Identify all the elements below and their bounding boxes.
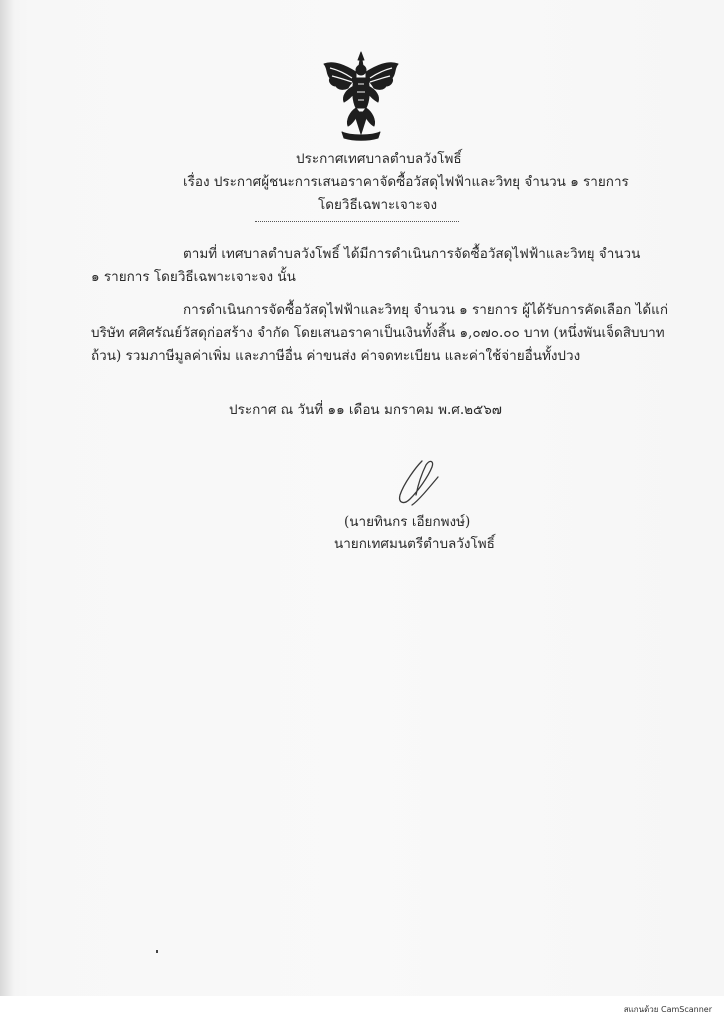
- procurement-method: โดยวิธีเฉพาะเจาะจง: [318, 197, 438, 213]
- page-bottom-margin: [0, 996, 724, 1024]
- document-title: ประกาศเทศบาลตำบลวังโพธิ์: [296, 151, 462, 167]
- paragraph-2-line-3: ถ้วน) รวมภาษีมูลค่าเพิ่ม และภาษีอื่น ค่าขนส่ง ค่าจดทะเบียน และค่าใช้จ่ายอื่นทั้งปวง: [91, 348, 581, 364]
- paragraph-1-line-2: ๑ รายการ โดยวิธีเฉพาะเจาะจง นั้น: [91, 269, 296, 285]
- scanner-watermark: สแกนด้วย CamScanner: [623, 1005, 712, 1014]
- paragraph-2-line-1: การดำเนินการจัดซื้อวัสดุไฟฟ้าและวิทยุ จำนวน ๑ รายการ ผู้ได้รับการคัดเลือก ได้แก่: [183, 302, 669, 318]
- signer-name: (นายทินกร เอียกพงษ์): [344, 514, 471, 530]
- announcement-date: ประกาศ ณ วันที่ ๑๑ เดือน มกราคม พ.ศ.๒๕๖๗: [229, 402, 502, 418]
- paragraph-1-line-1: ตามที่ เทศบาลตำบลวังโพธิ์ ได้มีการดำเนินการจัดซื้อวัสดุไฟฟ้าและวิทยุ จำนวน: [183, 246, 641, 262]
- scan-speck: [156, 950, 158, 953]
- garuda-emblem-icon: [318, 50, 404, 142]
- handwritten-signature: [388, 455, 450, 511]
- dotted-separator: [255, 221, 459, 222]
- paragraph-2-line-2: บริษัท ศศิศรัณย์วัสดุก่อสร้าง จำกัด โดยเสนอราคาเป็นเงินทั้งสิ้น ๑,๐๗๐.๐๐ บาท (หนึ่งพันเจ็ดสิบบาท: [91, 325, 665, 341]
- document-subject: เรื่อง ประกาศผู้ชนะการเสนอราคาจัดซื้อวัสดุไฟฟ้าและวิทยุ จำนวน ๑ รายการ: [183, 174, 629, 190]
- signer-position: นายกเทศมนตรีตำบลวังโพธิ์: [334, 536, 495, 552]
